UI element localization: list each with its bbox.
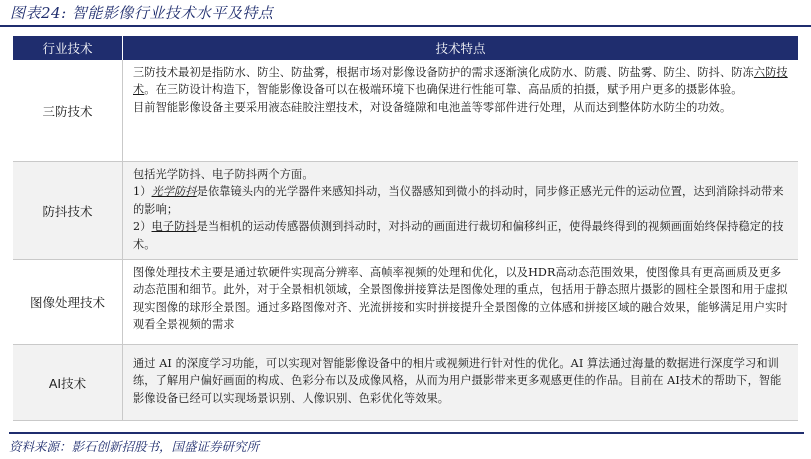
- row-label: 防抖技术: [42, 203, 93, 219]
- paragraph: [133, 183, 790, 218]
- source-note: 资料来源：影石创新招股书，国盛证券研究所: [9, 432, 804, 452]
- row-description: [122, 345, 798, 420]
- table-row: [13, 345, 798, 421]
- page-title: 图表24: 智能影像行业技术水平及特点: [10, 4, 274, 22]
- text-segment: 。在三防设计构造下，智能影像设备可以在极端环境下也确保进行性能可靠、高品质的拍摄，赋予用户更多的摄影体验。: [144, 83, 743, 97]
- paragraph: [133, 218, 790, 253]
- row-label: AI技术: [48, 375, 87, 391]
- text-segment: 2）: [133, 220, 152, 234]
- paragraph: [133, 64, 790, 99]
- paragraph: 目前智能影像设备主要采用液态硅胶注塑技术，对设备缝隙和电池盖等零部件进行处理，从而达到整体防水防尘的功效。: [133, 100, 732, 114]
- row-description: [122, 260, 798, 344]
- paragraph: 包括光学防抖、电子防抖两个方面。: [133, 168, 314, 181]
- table-row: [13, 260, 798, 345]
- text-segment: 三防技术最初是指防水、防尘、防盐雾，根据市场对影像设备防护的需求逐渐演化成防水、防震、防盐雾、防尘、防抖、防冻: [133, 66, 754, 79]
- header-tech-features: 技术特点: [122, 36, 798, 60]
- tech-table: [13, 36, 798, 421]
- table-header: [13, 36, 798, 60]
- row-description: [122, 162, 798, 259]
- header-industry-tech: 行业技术: [42, 41, 93, 56]
- underlined-term: 六防技术: [133, 66, 788, 97]
- paragraph: 图像处理技术主要是通过软硬件实现高分辨率、高帧率视频的处理和优化，以及HDR高动态范围效果，使图像具有更高画质及更多动态范围和细节。此外，对于全景相机领域，全景图像拼接算法是图像处理的重点，包括用于静态照片摄影的圆柱全景图和用于虚拟现实图像的球形全景图。通过多路图像对齐、光流拼接和实时拼接提升全景图像的立体感和拼接区域的融合效果，能够满足用户实时观看全景视频的需求: [133, 266, 788, 332]
- row-label: 三防技术: [42, 103, 93, 119]
- table-row: [13, 162, 798, 260]
- row-label: 图像处理技术: [29, 295, 105, 310]
- underlined-term: 光学防抖: [151, 185, 197, 199]
- paragraph: 通过 AI 的深度学习功能，可以实现对智能影像设备中的相片或视频进行针对性的优化。AI 算法通过海量的数据进行深度学习和训练，了解用户偏好画面的构成、色彩分布以及成像风格，从而为用户摄影带来更多观感更佳的作品。目前在 AI技术的帮助下，智能影像设备已经可以实现场景识别、人像识别、色彩优化等效果。: [133, 357, 782, 405]
- row-description: [122, 60, 798, 161]
- title-bar: [0, 0, 811, 27]
- text-segment: 是依靠镜头内的光学器件来感知抖动，当仪器感知到微小的抖动时，同步修正感光元件的运动位置，达到消除抖动带来的影响；: [133, 185, 784, 216]
- text-segment: 是当相机的运动传感器侦测到抖动时，对抖动的画面进行裁切和偏移纠正，使得最终得到的视频画面始终保持稳定的技术。: [133, 220, 784, 251]
- underlined-term: 电子防抖: [151, 220, 197, 234]
- text-segment: 1）: [133, 185, 152, 199]
- table-row: [13, 60, 798, 162]
